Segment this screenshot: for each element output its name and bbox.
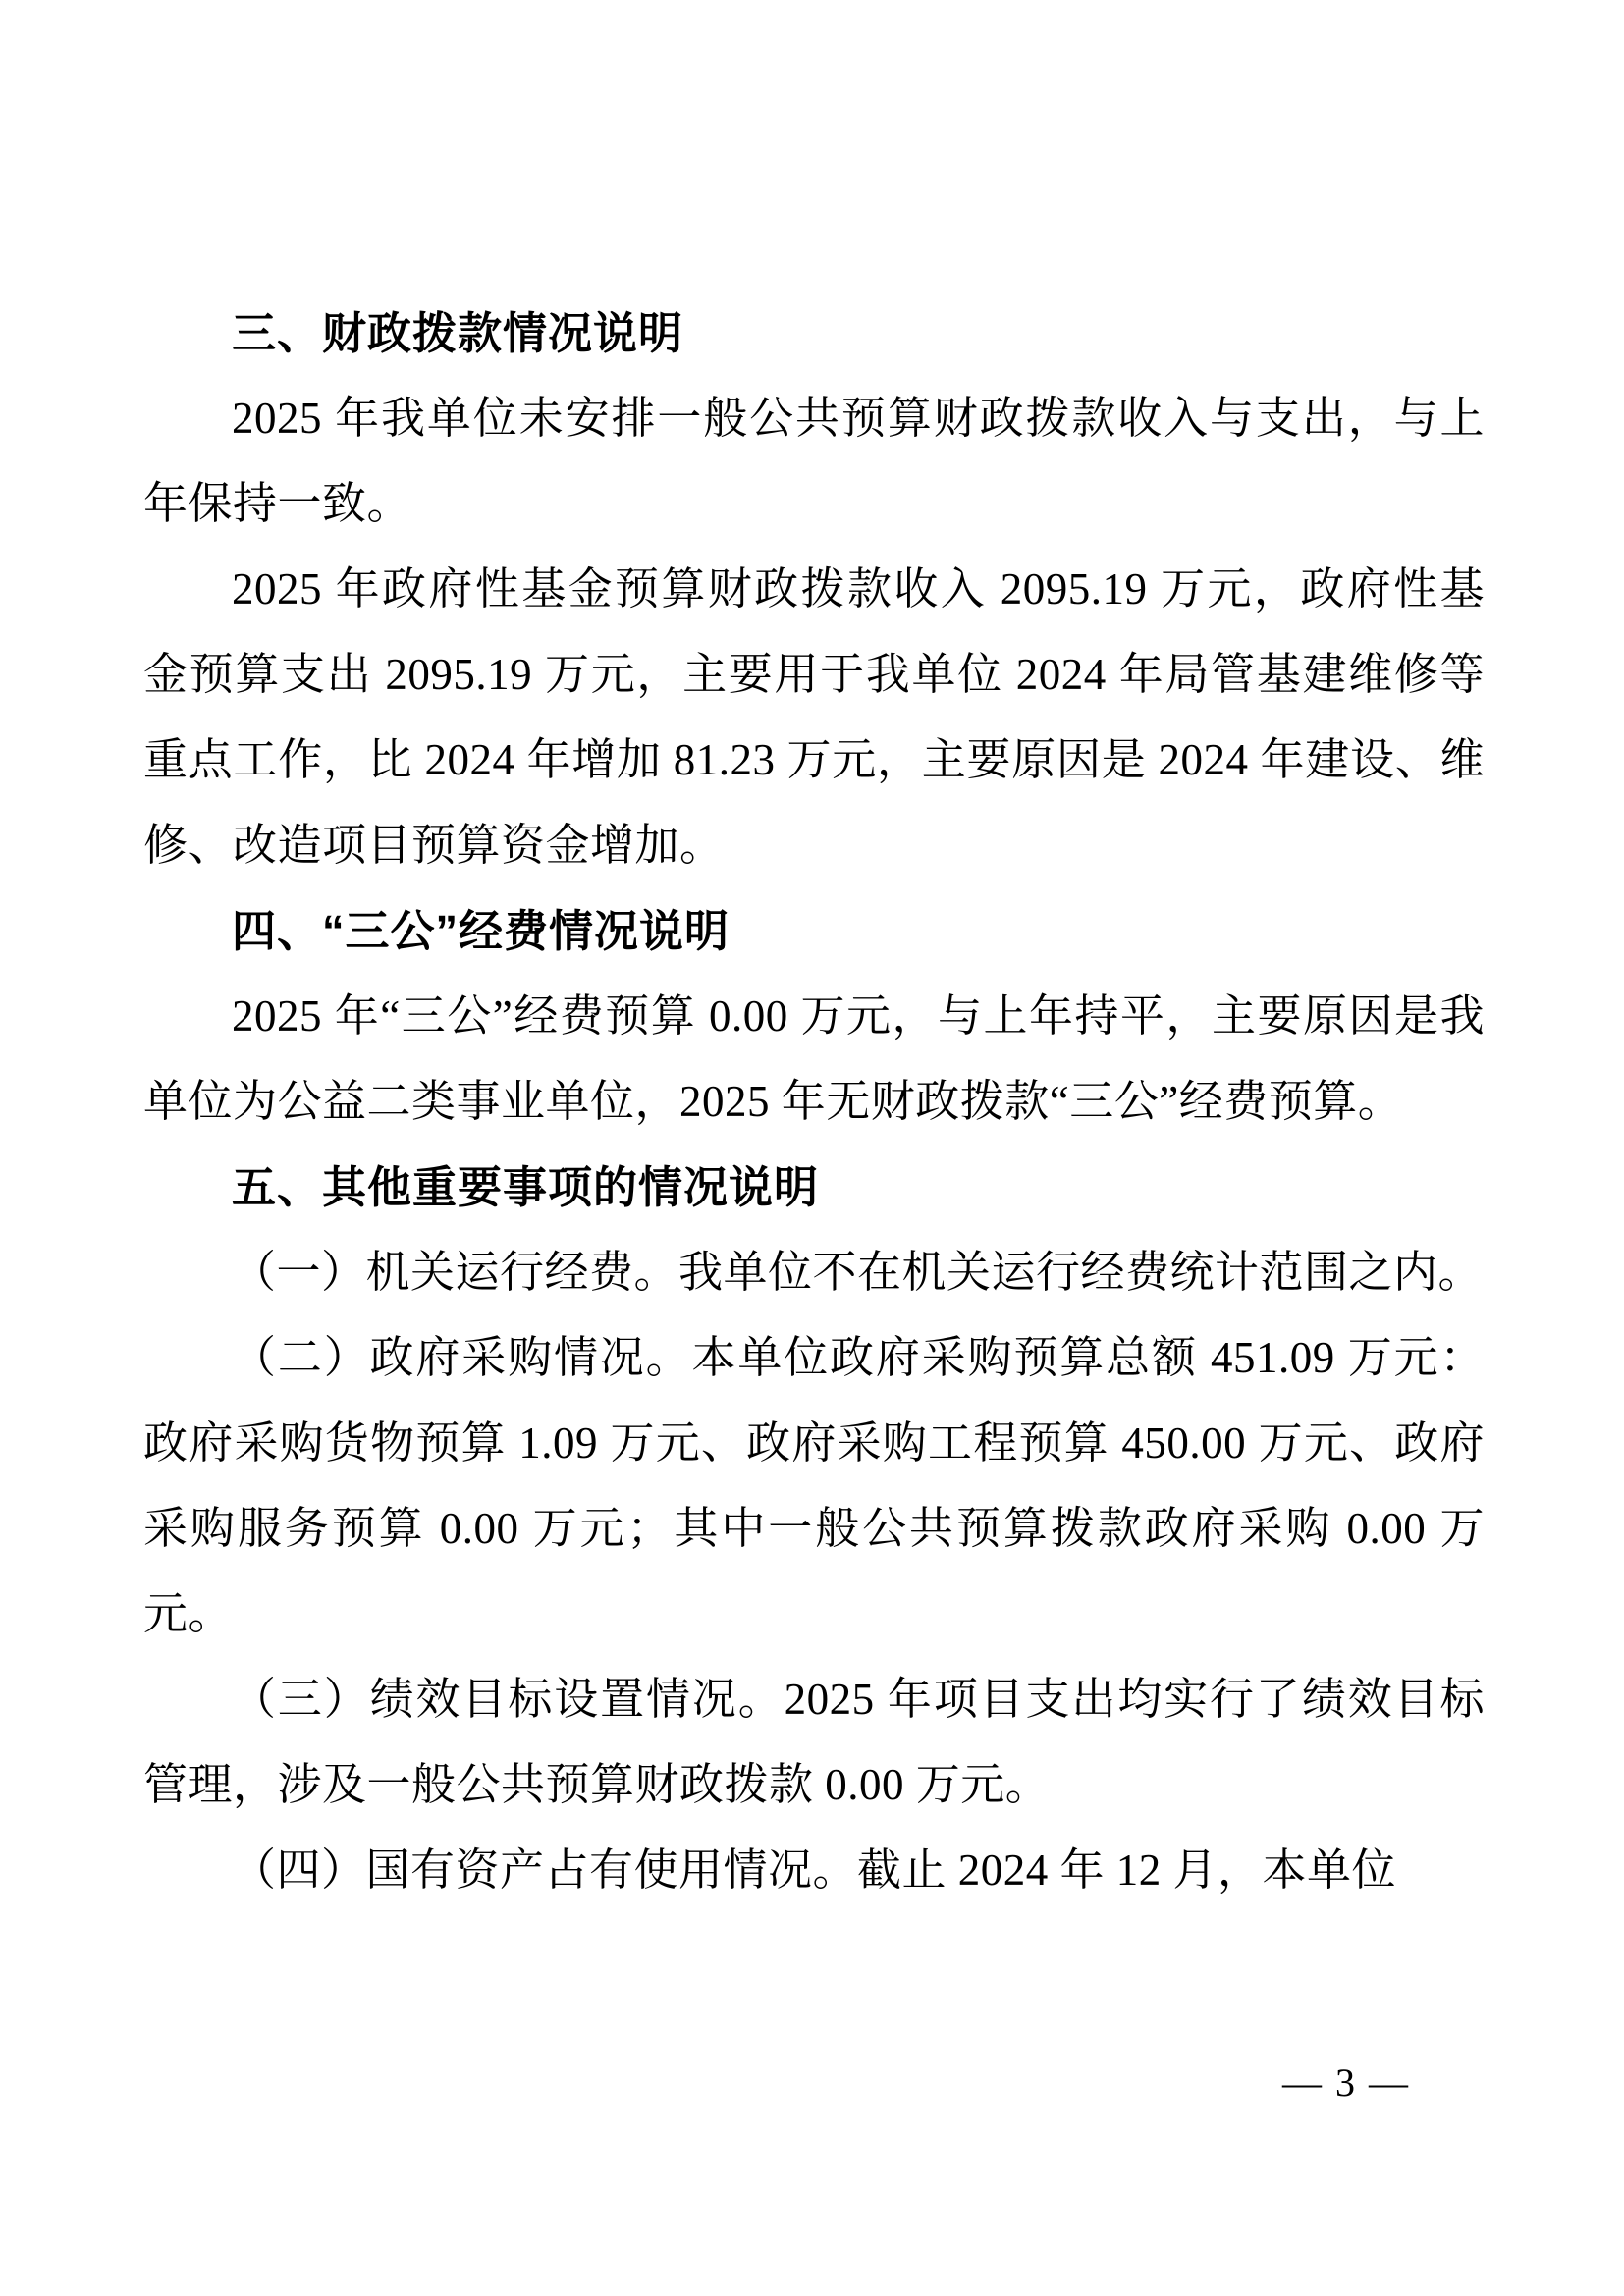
heading-three-public-expenses-statement: 四、“三公”经费情况说明: [232, 906, 731, 956]
document-body: [143, 291, 1485, 1913]
heading-other-important-matters: 五、其他重要事项的情况说明: [232, 1162, 820, 1212]
paragraph-performance-targets: （三）绩效目标设置情况。2025 年项目支出均实行了绩效目标管理，涉及一般公共预算财政拨款 0.00 万元。: [143, 1675, 1485, 1809]
heading-fiscal-allocation-statement: 三、财政拨款情况说明: [232, 308, 684, 358]
page-number: — 3 —: [1282, 2060, 1410, 2105]
paragraph-agency-operating-funds: （一）机关运行经费。我单位不在机关运行经费统计范围之内。: [232, 1248, 1484, 1297]
paragraph-government-procurement: （二）政府采购情况。本单位政府采购预算总额 451.09 万元：政府采购货物预算 1.09 万元、政府采购工程预算 450.00 万元、政府采购服务预算 0.00 万元；其中一般公共预算拨款政府采购 0.00 万元。: [143, 1333, 1485, 1638]
paragraph-three-public-expenses: 2025 年“三公”经费预算 0.00 万元，与上年持平，主要原因是我单位为公益二类事业单位，2025 年无财政拨款“三公”经费预算。: [143, 991, 1485, 1126]
paragraph-state-owned-assets: （四）国有资产占有使用情况。截止 2024 年 12 月，本单位: [232, 1845, 1397, 1895]
paragraph-government-fund-budget: 2025 年政府性基金预算财政拨款收入 2095.19 万元，政府性基金预算支出 2095.19 万元，主要用于我单位 2024 年局管基建维修等重点工作，比 2024 年增加 81.23 万元，主要原因是 2024 年建设、维修、改造项目预算资金增加。: [143, 564, 1485, 870]
paragraph-general-public-budget: 2025 年我单位未安排一般公共预算财政拨款收入与支出，与上年保持一致。: [143, 394, 1485, 528]
